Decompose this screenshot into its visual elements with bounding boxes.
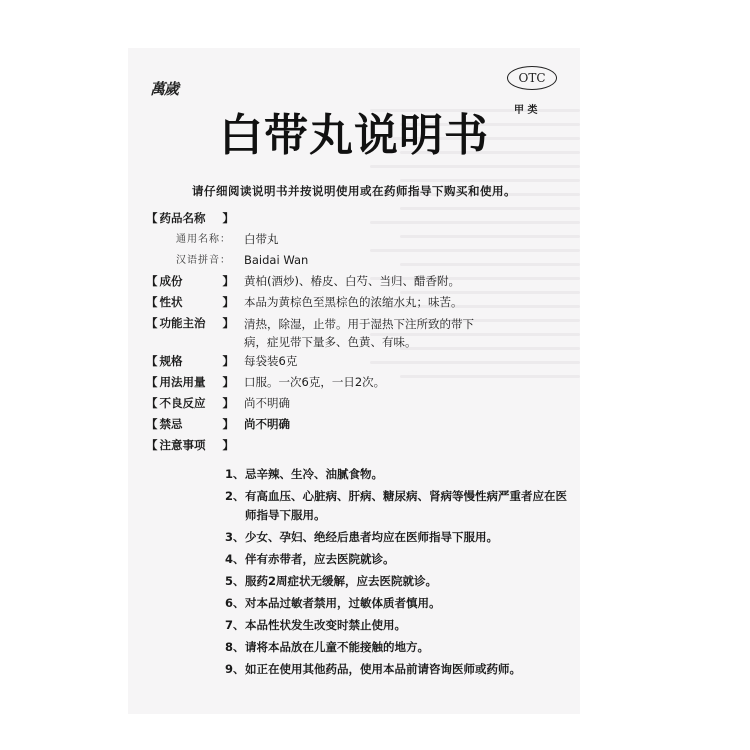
field-label: 【 药品名称 】 [146,211,234,225]
item-number: 1、 [225,467,245,481]
item-number: 8、 [225,640,245,654]
field-value: 清热，除湿，止带。用于湿热下注所致的带下病，症见带下量多、色黄、有味。 [244,317,474,349]
otc-class-label: 甲 类 [514,105,538,116]
precaution-item [225,528,570,547]
item-number: 6、 [225,596,245,610]
precaution-item [225,572,570,591]
field-value: 本品为黄棕色至黑棕色的浓缩水丸；味苦。 [244,295,463,309]
field-label: 【 注意事项 】 [146,438,234,452]
field-generic-name [146,229,566,250]
field-drug-name-section [146,208,566,229]
field-adverse-reactions [146,393,566,414]
item-text: 忌辛辣、生冷、油腻食物。 [245,467,383,481]
precaution-item [225,638,570,657]
drug-info-fields [146,208,566,456]
otc-badge: OTC [507,66,557,90]
field-ingredients [146,271,566,292]
field-pinyin [146,250,566,271]
field-label: 【 性状 】 [146,295,234,309]
item-text: 少女、孕妇、绝经后患者均应在医师指导下服用。 [245,530,498,544]
field-precautions-section [146,435,566,456]
precaution-item [225,594,570,613]
precaution-item [225,550,570,569]
precaution-item [225,487,570,525]
item-number: 4、 [225,552,245,566]
field-properties [146,292,566,313]
item-number: 5、 [225,574,245,588]
brand-logo: 萬歲 [150,80,179,98]
field-label: 【 成份 】 [146,274,234,288]
field-value: 口服。一次6克，一日2次。 [244,375,386,389]
instruction-sheet [128,48,580,714]
field-value: Baidai Wan [244,253,309,267]
reading-notice: 请仔细阅读说明书并按说明使用或在药师指导下购买和使用。 [192,184,516,198]
field-contraindications [146,414,566,435]
item-number: 7、 [225,618,245,632]
field-value: 白带丸 [244,232,279,246]
precaution-item [225,616,570,635]
field-value: 尚不明确 [244,396,290,410]
field-indications [146,313,566,351]
item-text: 请将本品放在儿童不能接触的地方。 [245,640,429,654]
item-text: 如正在使用其他药品，使用本品前请咨询医师或药师。 [245,662,521,676]
precautions-list [225,465,570,682]
item-number: 9、 [225,662,245,676]
field-label: 【 禁忌 】 [146,417,234,431]
field-label: 【 不良反应 】 [146,396,234,410]
field-label: 汉语拼音： [176,255,231,266]
item-text: 有高血压、心脏病、肝病、糖尿病、肾病等慢性病严重者应在医师指导下服用。 [245,489,567,522]
field-value: 尚不明确 [244,417,290,431]
precaution-item [225,465,570,484]
field-label: 【 用法用量 】 [146,375,234,389]
document-title: 白带丸说明书 [219,110,489,161]
precaution-item [225,660,570,679]
field-label: 【 功能主治 】 [146,316,234,330]
field-value: 黄柏(酒炒)、椿皮、白芍、当归、醋香附。 [244,274,460,288]
field-value: 每袋装6克 [244,354,298,368]
item-number: 2、 [225,489,245,503]
item-text: 服药2周症状无缓解，应去医院就诊。 [245,574,437,588]
field-label: 通用名称： [176,234,231,245]
field-usage [146,372,566,393]
item-text: 本品性状发生改变时禁止使用。 [245,618,406,632]
item-text: 对本品过敏者禁用，过敏体质者慎用。 [245,596,441,610]
field-specification [146,351,566,372]
item-text: 伴有赤带者，应去医院就诊。 [245,552,395,566]
item-number: 3、 [225,530,245,544]
field-label: 【 规格 】 [146,354,234,368]
